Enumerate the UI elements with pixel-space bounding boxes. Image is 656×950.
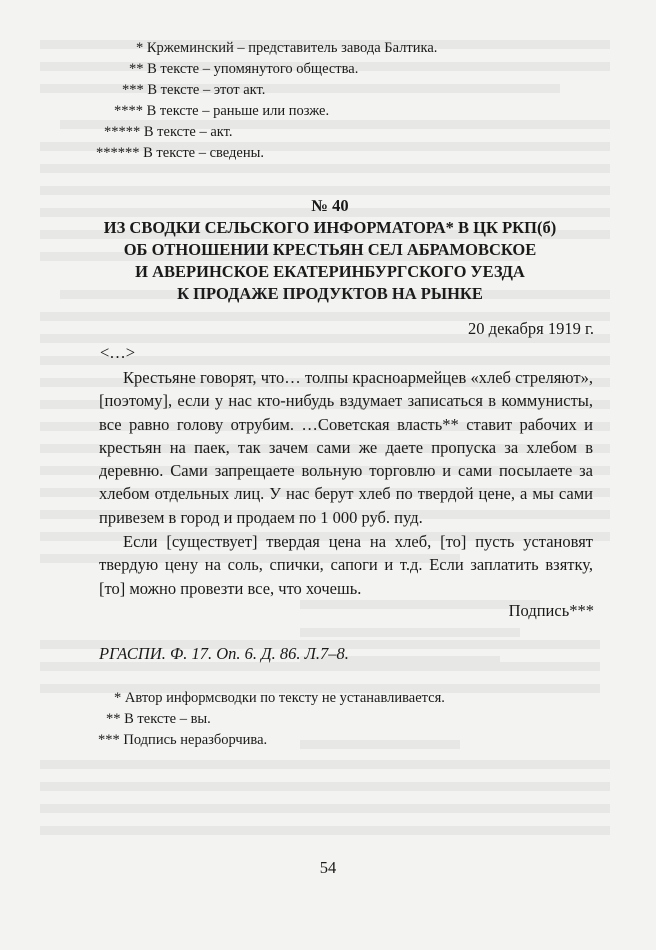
top-footnote-5: ***** В тексте – акт. bbox=[104, 124, 233, 140]
title-line-2: ОБ ОТНОШЕНИИ КРЕСТЬЯН СЕЛ АБРАМОВСКОЕ bbox=[123, 240, 537, 259]
document-number: № 40 bbox=[311, 196, 349, 215]
bottom-footnote-2: ** В тексте – вы. bbox=[106, 711, 211, 727]
top-footnote-6: ****** В тексте – сведены. bbox=[96, 145, 264, 161]
document-date: 20 декабря 1919 г. bbox=[468, 319, 594, 338]
archive-reference: РГАСПИ. Ф. 17. Оп. 6. Д. 86. Л.7–8. bbox=[99, 644, 349, 663]
signature: Подпись*** bbox=[508, 601, 594, 620]
title-line-3: И АВЕРИНСКОЕ ЕКАТЕРИНБУРГСКОГО УЕЗДА bbox=[135, 262, 525, 281]
paragraph-1-text: Крестьяне говорят, что… толпы красноармейцев «хлеб стреляют», [поэтому], если у нас кто-нибудь вздумает записаться в коммунисты, все равно голову отрубим. …Советская власть** ставит рабочих и крестьян на паек, так зачем сами же даете пропуска за хлебом в деревню. Сами запрещаете вольную торговлю и сами посылаете за хлебом отдельных лиц. У нас берут хлеб по твердой цене, а мы сами привезем в город и продаем по 1 000 руб. пуд. bbox=[99, 368, 593, 527]
body-paragraph-2 bbox=[99, 530, 593, 600]
top-footnote-1: * Кржеминский – представитель завода Балтика. bbox=[136, 40, 438, 56]
title-line-1: ИЗ СВОДКИ СЕЛЬСКОГО ИНФОРМАТОРА* В ЦК РКП(б) bbox=[103, 218, 557, 237]
top-footnote-3: *** В тексте – этот акт. bbox=[122, 82, 266, 98]
paragraph-2-text: Если [существует] твердая цена на хлеб, [то] пусть установят твердую цену на соль, спички, сапоги и т.д. Если заплатить взятку, [то] можно провезти все, что хочешь. bbox=[99, 532, 593, 598]
top-footnote-4: **** В тексте – раньше или позже. bbox=[114, 103, 330, 119]
body-paragraph-1 bbox=[99, 366, 593, 529]
document-heading bbox=[70, 195, 590, 305]
top-footnote-2: ** В тексте – упомянутого общества. bbox=[129, 61, 359, 77]
omission-mark: <…> bbox=[100, 343, 136, 362]
title-line-4: К ПРОДАЖЕ ПРОДУКТОВ НА РЫНКЕ bbox=[177, 284, 483, 303]
bottom-footnote-1: * Автор информсводки по тексту не устанавливается. bbox=[114, 690, 445, 706]
bottom-footnote-3: *** Подпись неразборчива. bbox=[98, 732, 268, 748]
page-number: 54 bbox=[319, 858, 337, 877]
